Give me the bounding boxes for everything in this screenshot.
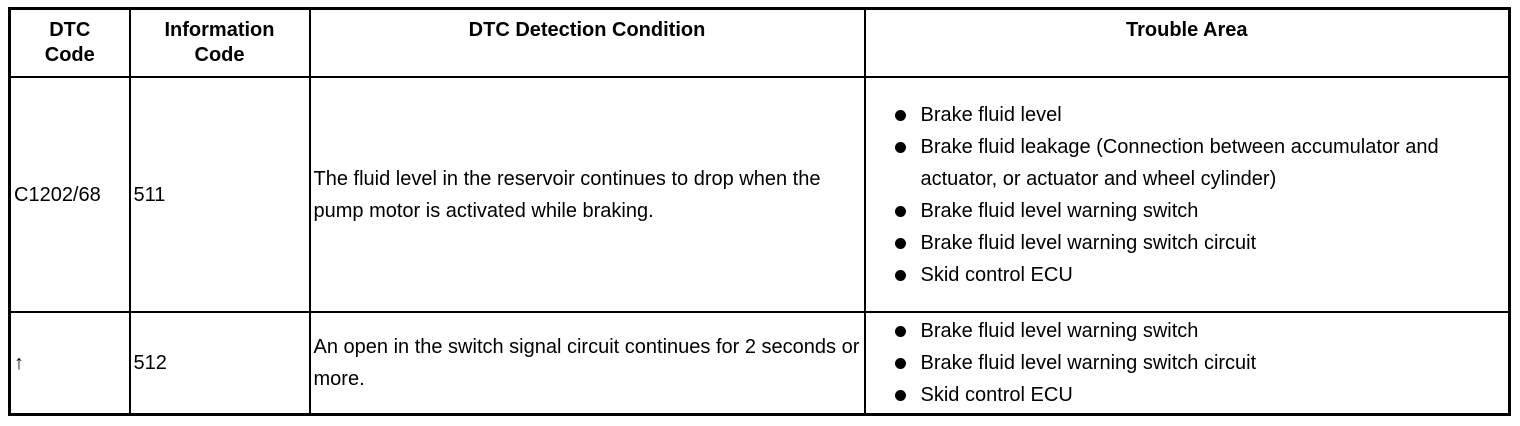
trouble-area-cell [865, 312, 1510, 414]
list-item-label: Brake fluid level [920, 103, 1062, 126]
list-item [869, 195, 1509, 227]
dtc-table [8, 7, 1511, 416]
bullet-icon [895, 206, 906, 217]
bullet-icon [895, 110, 906, 121]
list-item [869, 315, 1509, 347]
list-item [869, 259, 1509, 291]
header-dtc-code [10, 9, 130, 78]
header-information-code [130, 9, 310, 78]
list-item [869, 379, 1509, 411]
detection-condition-cell: The fluid level in the reservoir continues to drop when the pump motor is activated while braking. [310, 77, 865, 312]
header-information-code-line1: Information [164, 19, 275, 41]
trouble-area-list [869, 99, 1509, 291]
dtc-code-cell: ↑ [10, 312, 130, 414]
bullet-icon [895, 326, 906, 337]
table-header [10, 9, 1510, 78]
bullet-icon [895, 390, 906, 401]
list-item [869, 99, 1509, 131]
bullet-icon [895, 358, 906, 369]
bullet-icon [895, 270, 906, 281]
header-dtc-code-line1: DTC [49, 19, 91, 41]
list-item-label: Skid control ECU [920, 263, 1073, 286]
header-row [10, 9, 1510, 78]
list-item [869, 131, 1509, 195]
list-item-label: Brake fluid level warning switch [920, 199, 1199, 222]
header-dtc-code-line2: Code [44, 44, 95, 66]
bullet-icon [895, 142, 906, 153]
trouble-area-cell [865, 77, 1510, 312]
detection-condition-cell: An open in the switch signal circuit continues for 2 seconds or more. [310, 312, 865, 414]
list-item-label: Skid control ECU [920, 383, 1073, 406]
list-item-label: Brake fluid leakage (Connection between accumulator and actuator, or actuator and wheel cylinder) [920, 135, 1439, 190]
table-row [10, 77, 1510, 312]
header-detection-condition: DTC Detection Condition [310, 9, 865, 78]
table-body [10, 77, 1510, 414]
header-trouble-area: Trouble Area [865, 9, 1510, 78]
dtc-code-cell: C1202/68 [10, 77, 130, 312]
bullet-icon [895, 238, 906, 249]
table-row [10, 312, 1510, 414]
list-item-label: Brake fluid level warning switch [920, 319, 1199, 342]
information-code-cell: 511 [130, 77, 310, 312]
trouble-area-list [869, 315, 1509, 411]
list-item [869, 227, 1509, 259]
list-item [869, 347, 1509, 379]
header-information-code-line2: Code [194, 44, 245, 66]
list-item-label: Brake fluid level warning switch circuit [920, 231, 1257, 254]
list-item-label: Brake fluid level warning switch circuit [920, 351, 1257, 374]
information-code-cell: 512 [130, 312, 310, 414]
